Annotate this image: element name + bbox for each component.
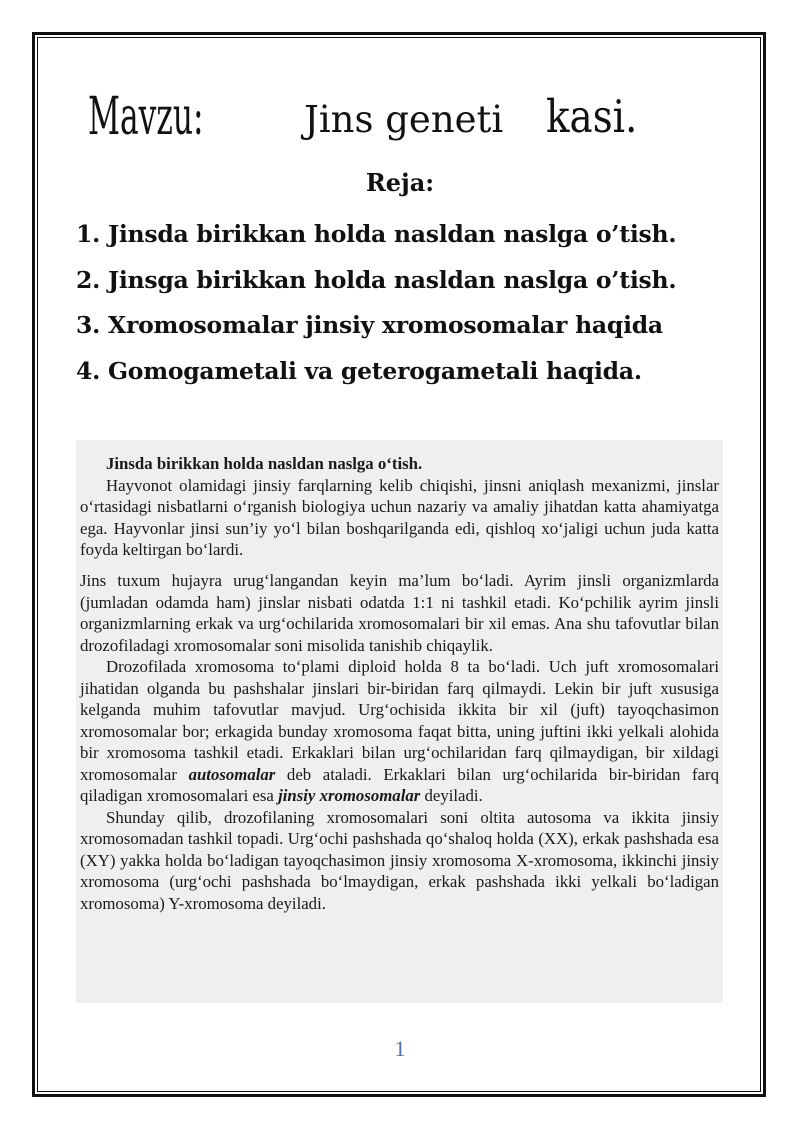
term-autosomalar: autosomalar: [188, 764, 276, 784]
excerpt-block-2: [80, 570, 719, 914]
excerpt-text: Drozofilada xromosoma to‘plami diploid holda 8 ta bo‘ladi. Uch juft xromosomalari jihatidan olganda bu pashshalar jinslari bir-biridan farq qilmaydi. Lekin bir juft xususiga kelganda muhim tafovutlar mavjud. Urg‘ochisida ikkita bir xil (juft) tayoqchasimon xromosomalar bor; erkagida bunday xromosoma faqat bitta, uning juftini ikki yelkali alohida bir xromosoma tashkil etadi. Erkaklari bilan urg‘ochilaridan farq qilmaydigan, bir xildagi xromosomalar: [80, 657, 719, 784]
plan-list: [76, 212, 776, 394]
title-rest-2: kasi.: [546, 90, 638, 143]
excerpt-text: deyiladi.: [424, 786, 483, 805]
excerpt-heading: Jinsda birikkan holda nasldan naslga o‘tish.: [106, 454, 423, 473]
excerpt-paragraph: Hayvonot olamidagi jinsiy farqlarning kelib chiqishi, jinsni aniqlash mexanizmi, jinslar o‘rtasidagi nisbatlarni o‘rganish biologiya uchun nazariy va amaliy jihatdan katta ahamiyatga ega. Hayvonlar jinsi sun’iy yo‘l bilan boshqarilganda edi, qishloq xo‘jaligi uchun juda katta foyda keltirgan bo‘lardi.: [80, 475, 719, 559]
title-lead: Mavzu:: [88, 86, 204, 148]
page-number: 1: [394, 1036, 406, 1061]
plan-item: 3. Xromosomalar jinsiy xromosomalar haqida: [76, 311, 663, 339]
excerpt-paragraph: [80, 656, 719, 807]
excerpt-text: deb ataladi. Erkaklari bilan urg‘ochilarida bir-biridan farq qiladigan xromosomalari esa: [80, 764, 719, 805]
excerpt-paragraph: Jins tuxum hujayra urug‘langandan keyin ma’lum bo‘ladi. Ayrim jinsli organizmlarda (jumladan odamda ham) jinslar nisbati odatda 1:1 ni tashkil etadi. Ko‘pchilik ayrim jinsli organizmlarning erkak va urg‘ochilarida xromosomalari bir xil emas. Ana shu tafovutlar bilan drozofiladagi xromosomalar soni misolida tanishib chiqaylik.: [80, 571, 719, 655]
plan-item: 1. Jinsda birikkan holda nasldan naslga o’tish.: [76, 220, 677, 248]
page-title: [0, 68, 800, 158]
plan-heading: Reja:: [365, 168, 435, 197]
plan-item: 4. Gomogametali va geterogametali haqida.: [76, 356, 642, 385]
textbook-excerpt: [76, 440, 723, 1003]
plan-item: 2. Jinsga birikkan holda nasldan naslga o’tish.: [76, 265, 677, 294]
excerpt-block-1: [80, 453, 719, 561]
term-jinsiy-xromosomalar: jinsiy xromosomalar: [278, 786, 421, 805]
excerpt-paragraph: Shunday qilib, drozofilaning xromosomalari soni oltita autosoma va ikkita jinsiy xromosomadan tashkil topadi. Urg‘ochi pashshada qo‘shaloq holda (XX), erkak pashshada esa (XY) yakka holda bo‘ladigan tayoqchasimon jinsiy xromosoma X-xromosoma, ikkinchi jinsiy xromosoma (urg‘ochi pashshada bo‘lmaydigan, erkak pashshada ikki yelkali bo‘ladigan xromosoma) Y-xromosoma deyiladi.: [80, 807, 719, 913]
title-rest-1: Jins geneti: [304, 98, 504, 141]
